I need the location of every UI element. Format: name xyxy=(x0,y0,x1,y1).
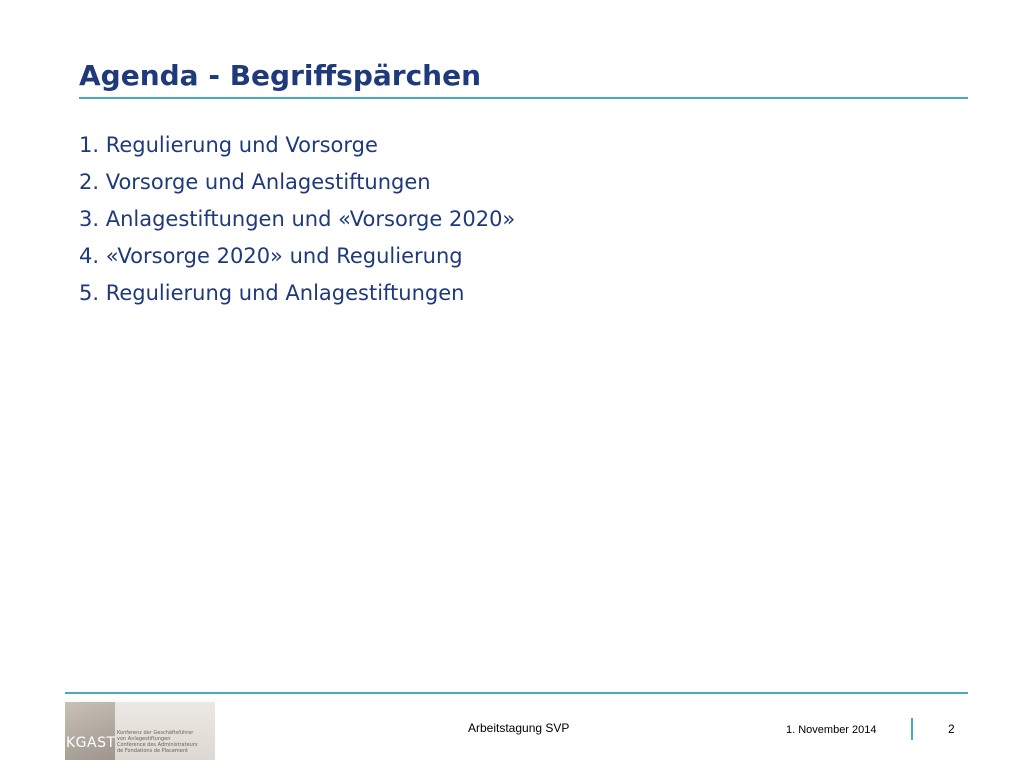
agenda-item-3: 3. Anlagestiftungen und «Vorsorge 2020» xyxy=(79,207,516,231)
logo-text-line: von Anlagestiftungen xyxy=(117,736,171,742)
agenda-list xyxy=(79,127,515,312)
logo-text xyxy=(117,730,197,754)
footer-date: 1. November 2014 xyxy=(786,724,877,736)
agenda-item-5: 5. Regulierung und Anlagestiftungen xyxy=(79,281,465,305)
footer-divider xyxy=(65,692,968,694)
logo-text-line: de Fondations de Placement xyxy=(117,748,188,754)
agenda-item-4: 4. «Vorsorge 2020» und Regulierung xyxy=(79,244,463,268)
logo-text-line: Conférence des Administrateurs xyxy=(117,742,198,748)
kgast-logo xyxy=(65,702,215,760)
agenda-item-2: 2. Vorsorge und Anlagestiftungen xyxy=(79,170,431,194)
agenda-item-1: 1. Regulierung und Vorsorge xyxy=(79,133,378,157)
logo-letters: KGAST xyxy=(66,735,116,751)
footer-event-name: Arbeitstagung SVP xyxy=(468,721,570,735)
footer-vertical-divider xyxy=(911,718,913,740)
title-divider xyxy=(79,97,968,99)
page-number: 2 xyxy=(948,722,955,736)
slide-title: Agenda - Begriffspärchen xyxy=(79,59,482,92)
logo-mark xyxy=(65,702,115,760)
logo-text-line: Konferenz der Geschäftsführer xyxy=(117,730,194,736)
